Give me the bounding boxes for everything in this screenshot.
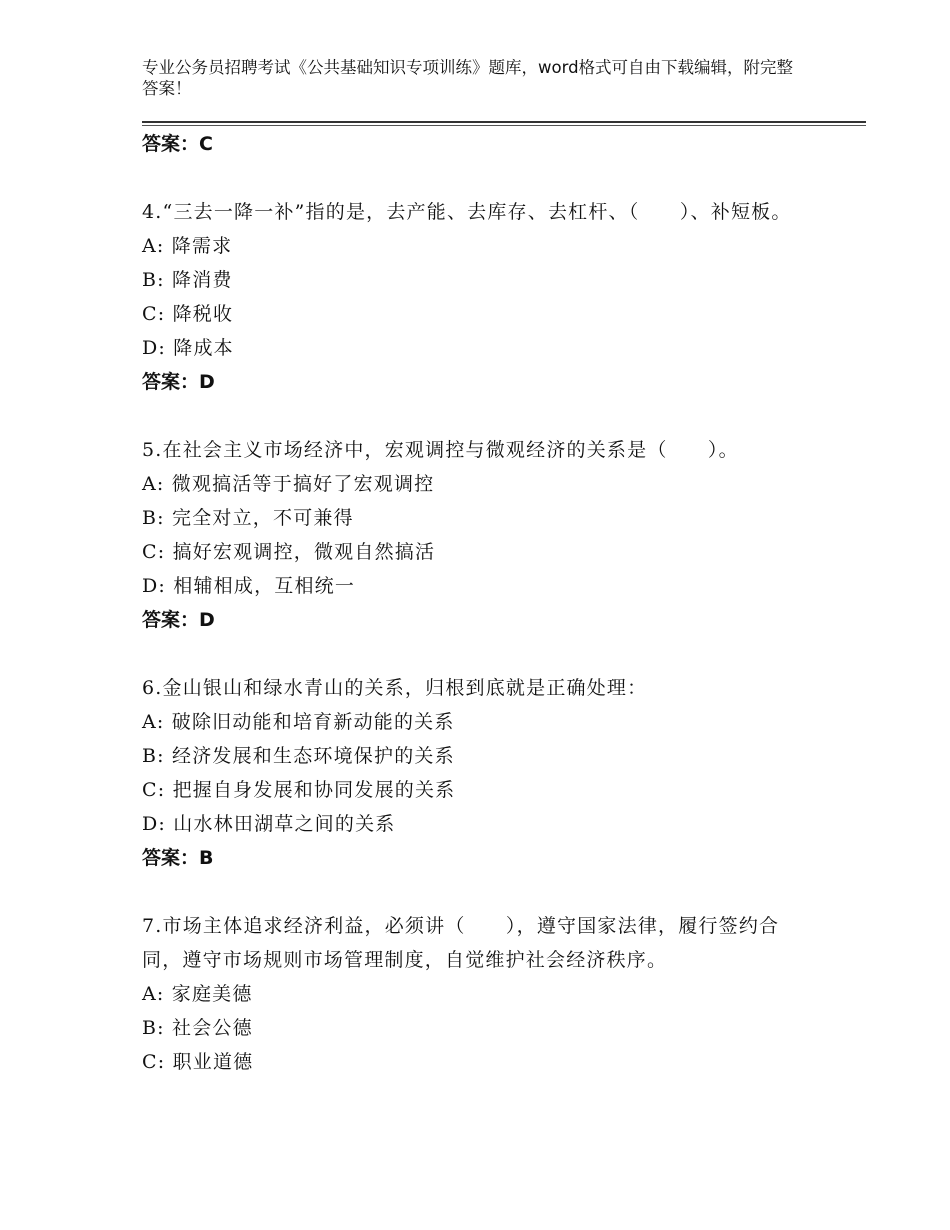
option-a: A: 微观搞活等于搞好了宏观调控 (142, 473, 435, 495)
page-header: 专业公务员招聘考试《公共基础知识专项训练》题库，word格式可自由下载编辑，附完整答案！ (142, 58, 794, 98)
option-b: B: 降消费 (142, 269, 233, 291)
option-c: C: 搞好宏观调控，微观自然搞活 (142, 541, 436, 563)
header-rule-thin (142, 125, 866, 126)
answer-prefix: 答案： (142, 609, 200, 631)
option-c: C: 把握自身发展和协同发展的关系 (142, 779, 456, 801)
question-stem: 7.市场主体追求经济利益，必须讲（ ），遵守国家法律，履行签约合同，遵守市场规则市场管理制度，自觉维护社会经济秩序。 (142, 915, 780, 971)
option-c: C: 职业道德 (142, 1051, 254, 1073)
option-a: A: 破除旧动能和培育新动能的关系 (142, 711, 455, 733)
answer-value: D (199, 609, 215, 631)
answer-value: C (199, 133, 213, 155)
option-a: A: 家庭美德 (142, 983, 253, 1005)
answer-prefix: 答案： (142, 847, 200, 869)
question-list (142, 127, 802, 1079)
option-d: D: 山水林田湖草之间的关系 (142, 813, 396, 835)
answer-prefix: 答案： (142, 133, 200, 155)
answer-value: D (199, 371, 215, 393)
answer-prefix: 答案： (142, 371, 200, 393)
option-d: D: 降成本 (142, 337, 234, 359)
option-b: B: 社会公德 (142, 1017, 253, 1039)
option-c: C: 降税收 (142, 303, 234, 325)
question-stem: 5.在社会主义市场经济中，宏观调控与微观经济的关系是（ ）。 (142, 439, 739, 461)
option-a: A: 降需求 (142, 235, 233, 257)
question-stem: 6.金山银山和绿水青山的关系，归根到底就是正确处理： (142, 677, 648, 699)
header-rule-thick (142, 121, 866, 123)
option-b: B: 完全对立，不可兼得 (142, 507, 354, 529)
question-stem: 4.“三去一降一补”指的是，去产能、去库存、去杠杆、（ ）、补短板。 (142, 201, 792, 223)
option-b: B: 经济发展和生态环境保护的关系 (142, 745, 455, 767)
answer-line (142, 603, 802, 637)
answer-line (142, 841, 802, 875)
answer-value: B (199, 847, 214, 869)
answer-line (142, 127, 802, 161)
option-d: D: 相辅相成，互相统一 (142, 575, 356, 597)
answer-line (142, 365, 802, 399)
